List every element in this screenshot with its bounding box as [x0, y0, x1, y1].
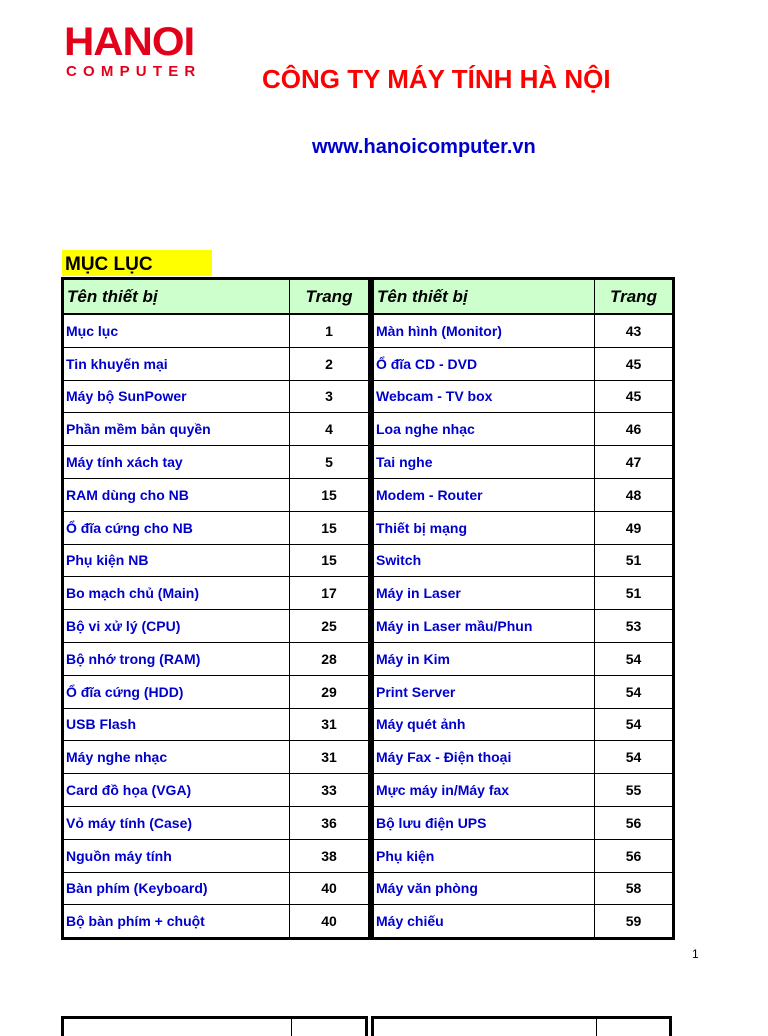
toc-item-name[interactable]: Ổ đĩa cứng cho NB: [63, 511, 290, 544]
toc-row[interactable]: [373, 708, 674, 741]
toc-row[interactable]: [63, 872, 370, 905]
toc-item-name[interactable]: Modem - Router: [373, 478, 595, 511]
toc-row[interactable]: [373, 774, 674, 807]
toc-item-name[interactable]: RAM dùng cho NB: [63, 478, 290, 511]
toc-item-name[interactable]: Tin khuyến mại: [63, 347, 290, 380]
toc-item-name[interactable]: Ổ đĩa cứng (HDD): [63, 675, 290, 708]
toc-item-page: 47: [595, 446, 674, 479]
toc-row[interactable]: [63, 675, 370, 708]
toc-item-page: 49: [595, 511, 674, 544]
toc-item-name[interactable]: Máy bộ SunPower: [63, 380, 290, 413]
toc-item-page: 28: [290, 642, 370, 675]
next-page-table-right: [371, 1016, 672, 1036]
toc-item-page: 56: [595, 839, 674, 872]
toc-item-name[interactable]: Máy in Laser mầu/Phun: [373, 610, 595, 643]
hanoi-computer-logo: [64, 22, 212, 82]
toc-row[interactable]: [373, 577, 674, 610]
toc-table-left: [61, 277, 371, 940]
logo-main-text: HANOI: [64, 20, 195, 64]
toc-item-name[interactable]: Phụ kiện NB: [63, 544, 290, 577]
toc-header-row: [373, 279, 674, 315]
toc-item-page: 4: [290, 413, 370, 446]
toc-row[interactable]: [63, 446, 370, 479]
toc-item-name[interactable]: Webcam - TV box: [373, 380, 595, 413]
next-page-table-divider: [596, 1019, 597, 1036]
toc-table-right: [371, 277, 675, 940]
toc-row[interactable]: [373, 511, 674, 544]
toc-item-page: 15: [290, 544, 370, 577]
toc-item-name[interactable]: Phụ kiện: [373, 839, 595, 872]
toc-row[interactable]: [63, 314, 370, 347]
toc-item-page: 59: [595, 905, 674, 939]
toc-item-name[interactable]: Mục lục: [63, 314, 290, 347]
toc-item-name[interactable]: Máy in Laser: [373, 577, 595, 610]
toc-item-page: 3: [290, 380, 370, 413]
toc-item-name[interactable]: Máy văn phòng: [373, 872, 595, 905]
toc-item-page: 45: [595, 347, 674, 380]
toc-row[interactable]: [373, 610, 674, 643]
website-link[interactable]: www.hanoicomputer.vn: [312, 136, 536, 158]
toc-item-page: 2: [290, 347, 370, 380]
toc-item-page: 1: [290, 314, 370, 347]
toc-row[interactable]: [373, 905, 674, 939]
toc-item-page: 45: [595, 380, 674, 413]
toc-row[interactable]: [373, 446, 674, 479]
toc-item-name[interactable]: Bộ nhớ trong (RAM): [63, 642, 290, 675]
toc-item-name[interactable]: Máy chiếu: [373, 905, 595, 939]
toc-item-name[interactable]: Bộ lưu điện UPS: [373, 806, 595, 839]
toc-row[interactable]: [373, 642, 674, 675]
toc-row[interactable]: [63, 741, 370, 774]
toc-item-name[interactable]: Màn hình (Monitor): [373, 314, 595, 347]
toc-item-page: 36: [290, 806, 370, 839]
toc-row[interactable]: [63, 413, 370, 446]
toc-item-name[interactable]: USB Flash: [63, 708, 290, 741]
toc-item-name[interactable]: Loa nghe nhạc: [373, 413, 595, 446]
toc-item-name[interactable]: Switch: [373, 544, 595, 577]
toc-item-page: 54: [595, 675, 674, 708]
toc-row[interactable]: [373, 741, 674, 774]
toc-row[interactable]: [373, 347, 674, 380]
toc-item-name[interactable]: Máy Fax - Điện thoại: [373, 741, 595, 774]
toc-item-page: 31: [290, 741, 370, 774]
next-page-table-divider: [291, 1019, 292, 1036]
toc-row[interactable]: [373, 314, 674, 347]
toc-item-name[interactable]: Bộ vi xử lý (CPU): [63, 610, 290, 643]
toc-row[interactable]: [63, 708, 370, 741]
toc-item-page: 54: [595, 642, 674, 675]
section-title: MỤC LỤC: [62, 250, 212, 276]
toc-row[interactable]: [63, 610, 370, 643]
toc-item-page: 51: [595, 577, 674, 610]
toc-row[interactable]: [63, 839, 370, 872]
toc-item-page: 17: [290, 577, 370, 610]
toc-item-name[interactable]: Bo mạch chủ (Main): [63, 577, 290, 610]
toc-item-name[interactable]: Print Server: [373, 675, 595, 708]
toc-row[interactable]: [63, 577, 370, 610]
toc-item-page: 40: [290, 872, 370, 905]
toc-row[interactable]: [63, 347, 370, 380]
toc-row[interactable]: [63, 642, 370, 675]
device-column-header: Tên thiết bị: [63, 279, 290, 315]
toc-item-page: 15: [290, 478, 370, 511]
toc-row[interactable]: [373, 413, 674, 446]
toc-item-page: 46: [595, 413, 674, 446]
toc-item-page: 56: [595, 806, 674, 839]
toc-row[interactable]: [63, 806, 370, 839]
toc-item-name[interactable]: Máy in Kim: [373, 642, 595, 675]
page-column-header: Trang: [290, 279, 370, 315]
toc-item-page: 48: [595, 478, 674, 511]
toc-item-page: 29: [290, 675, 370, 708]
page-number: 1: [692, 947, 699, 961]
toc-item-page: 33: [290, 774, 370, 807]
toc-row[interactable]: [373, 872, 674, 905]
toc-row[interactable]: [63, 774, 370, 807]
toc-item-page: 5: [290, 446, 370, 479]
device-column-header: Tên thiết bị: [373, 279, 595, 315]
toc-item-name[interactable]: Máy nghe nhạc: [63, 741, 290, 774]
company-name: CÔNG TY MÁY TÍNH HÀ NỘI: [262, 64, 611, 94]
toc-row[interactable]: [373, 675, 674, 708]
toc-row[interactable]: [63, 478, 370, 511]
toc-row[interactable]: [63, 380, 370, 413]
toc-item-name[interactable]: Mực máy in/Máy fax: [373, 774, 595, 807]
toc-item-page: 25: [290, 610, 370, 643]
toc-row[interactable]: [373, 806, 674, 839]
toc-item-name[interactable]: Phần mềm bản quyền: [63, 413, 290, 446]
toc-item-page: 40: [290, 905, 370, 939]
toc-item-page: 15: [290, 511, 370, 544]
toc-item-page: 55: [595, 774, 674, 807]
toc-item-name[interactable]: Card đồ họa (VGA): [63, 774, 290, 807]
toc-header-row: [63, 279, 370, 315]
toc-item-page: 31: [290, 708, 370, 741]
toc-item-page: 54: [595, 741, 674, 774]
next-page-table-left: [61, 1016, 368, 1036]
toc-row[interactable]: [373, 478, 674, 511]
toc-item-page: 58: [595, 872, 674, 905]
toc-item-page: 43: [595, 314, 674, 347]
toc-item-name[interactable]: Nguồn máy tính: [63, 839, 290, 872]
toc-item-name[interactable]: Ổ đĩa CD - DVD: [373, 347, 595, 380]
toc-item-page: 54: [595, 708, 674, 741]
toc-item-name[interactable]: Bộ bàn phím + chuột: [63, 905, 290, 939]
toc-row[interactable]: [373, 380, 674, 413]
toc-row[interactable]: [63, 544, 370, 577]
toc-row[interactable]: [63, 905, 370, 939]
toc-item-name[interactable]: Vỏ máy tính (Case): [63, 806, 290, 839]
toc-item-page: 51: [595, 544, 674, 577]
logo-sub-text: COMPUTER: [66, 63, 202, 80]
toc-item-name[interactable]: Máy tính xách tay: [63, 446, 290, 479]
toc-item-page: 38: [290, 839, 370, 872]
toc-row[interactable]: [63, 511, 370, 544]
toc-row[interactable]: [373, 839, 674, 872]
toc-item-name[interactable]: Máy quét ảnh: [373, 708, 595, 741]
toc-item-page: 53: [595, 610, 674, 643]
toc-row[interactable]: [373, 544, 674, 577]
toc-item-name[interactable]: Thiết bị mạng: [373, 511, 595, 544]
page-column-header: Trang: [595, 279, 674, 315]
toc-item-name[interactable]: Tai nghe: [373, 446, 595, 479]
toc-item-name[interactable]: Bàn phím (Keyboard): [63, 872, 290, 905]
